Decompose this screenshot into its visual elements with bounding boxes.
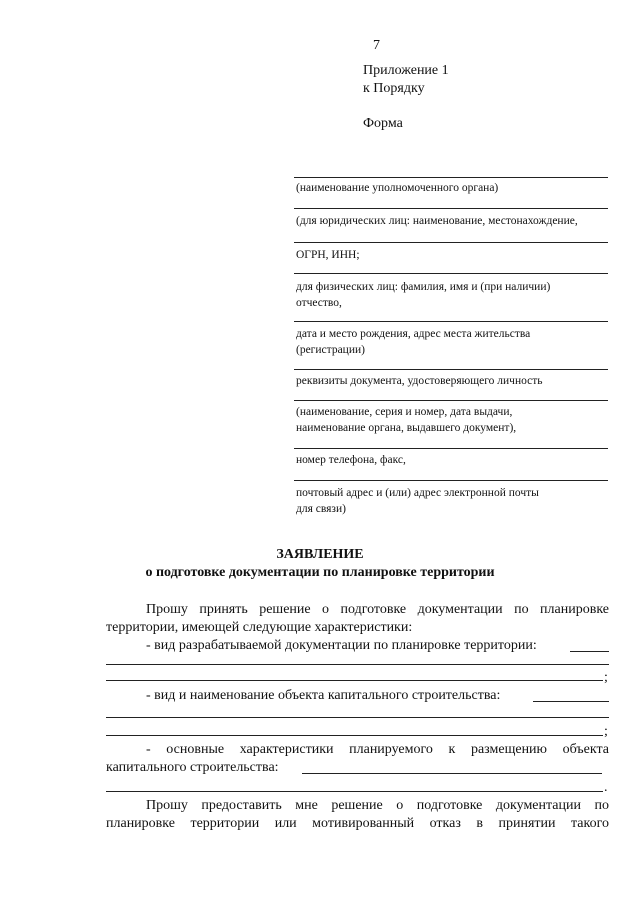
item-2-blank-line-2 — [106, 717, 609, 718]
item-1-blank-line-2 — [106, 664, 609, 665]
blank-line-ogrn — [294, 242, 608, 243]
blank-line-phone — [294, 448, 608, 449]
item-3-line-2: капитального строительства: — [106, 760, 279, 775]
blank-line-legal-entity — [294, 208, 608, 209]
item-2-blank-line-3 — [106, 735, 603, 736]
appendix-line-1: Приложение 1 — [363, 63, 449, 78]
caption-individual-1: для физических лиц: фамилия, имя и (при наличии) — [296, 281, 551, 293]
item-1-blank-line-3 — [106, 680, 603, 681]
blank-line-id-details — [294, 400, 608, 401]
appendix-line-2: к Порядку — [363, 81, 425, 96]
page-number: 7 — [373, 38, 380, 53]
item-3-line-1: - основные характеристики планируемого к размещению объекта — [146, 742, 609, 757]
caption-birth-1: дата и место рождения, адрес места жительства — [296, 328, 531, 340]
item-3-period: . — [604, 780, 608, 795]
document-subtitle: о подготовке документации по планировке территории — [145, 565, 495, 580]
item-1-label: - вид разрабатываемой документации по планировке территории: — [146, 638, 537, 653]
item-2-semicolon: ; — [604, 724, 608, 739]
item-2-fill-line — [533, 701, 609, 702]
paragraph-2-line-1: Прошу предоставить мне решение о подготовке документации по — [146, 798, 609, 813]
paragraph-2-line-2: планировке территории или мотивированный отказ в принятии такого — [106, 816, 609, 831]
caption-id-details-1: (наименование, серия и номер, дата выдачи, — [296, 406, 513, 418]
item-2-label: - вид и наименование объекта капитального строительства: — [146, 688, 501, 703]
document-title: ЗАЯВЛЕНИЕ — [276, 547, 364, 562]
item-3-fill-line — [302, 773, 602, 774]
blank-line-id-doc — [294, 369, 608, 370]
blank-line-authority — [294, 177, 608, 178]
item-3-blank-line-2 — [106, 791, 603, 792]
blank-line-postal — [294, 480, 608, 481]
item-1-semicolon: ; — [604, 670, 608, 685]
blank-line-birth — [294, 321, 608, 322]
caption-phone: номер телефона, факс, — [296, 454, 406, 466]
caption-ogrn-inn: ОГРН, ИНН; — [296, 249, 360, 261]
paragraph-1-line-1: Прошу принять решение о подготовке документации по планировке — [146, 602, 609, 617]
caption-id-details-2: наименование органа, выдавшего документ), — [296, 422, 517, 434]
caption-authority: (наименование уполномоченного органа) — [296, 182, 499, 194]
caption-postal-1: почтовый адрес и (или) адрес электронной почты — [296, 487, 539, 499]
caption-postal-2: для связи) — [296, 503, 346, 515]
paragraph-1-line-2: территории, имеющей следующие характеристики: — [106, 620, 413, 635]
caption-legal-entity: (для юридических лиц: наименование, местонахождение, — [296, 215, 578, 227]
caption-id-doc: реквизиты документа, удостоверяющего личность — [296, 375, 543, 387]
form-label: Форма — [363, 116, 403, 131]
appendix-reference — [363, 62, 449, 98]
item-1-fill-line — [570, 651, 609, 652]
caption-individual-2: отчество, — [296, 297, 342, 309]
caption-birth-2: (регистрации) — [296, 344, 365, 356]
blank-line-individual — [294, 273, 608, 274]
